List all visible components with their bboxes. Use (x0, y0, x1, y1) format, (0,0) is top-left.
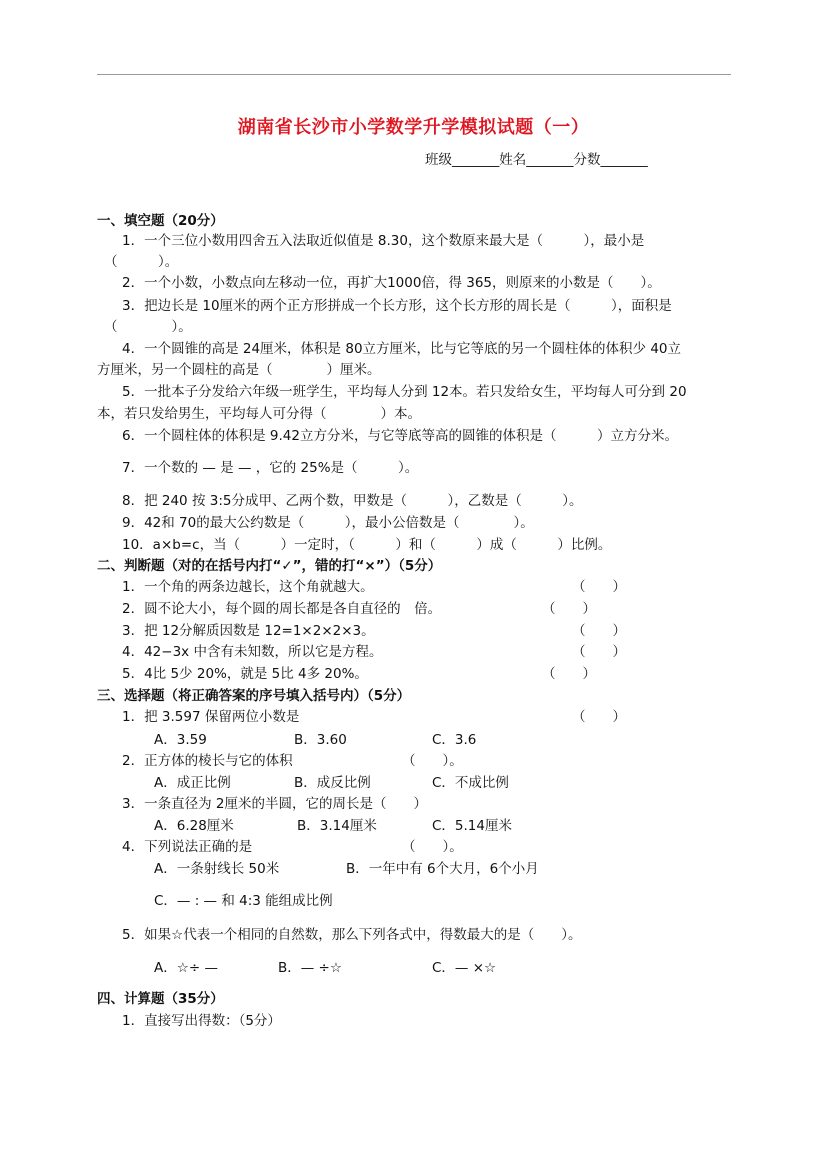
question-line: C．— ×☆ (432, 960, 497, 976)
question-line: 1．直接写出得数：（5分） (122, 1013, 281, 1029)
question-line: 6．一个圆柱体的体积是 9.42立方分米，与它等底等高的圆锥的体积是（ ）立方分米。 (122, 428, 678, 444)
question-line: 5．如果☆代表一个相同的自然数，那么下列各式中，得数最大的是（ ）。 (122, 927, 582, 943)
question-line: 10．a×b=c，当（ ）一定时，（ ）和（ ）成（ ）比例。 (122, 537, 612, 553)
question-line: （ ） (572, 709, 626, 725)
student-info-line: 班级_______姓名_______分数_______ (425, 152, 648, 168)
question-line: C．3.6 (432, 732, 477, 748)
question-line: A．3.59 (154, 732, 207, 748)
question-line: （ ）。 (104, 254, 179, 270)
question-line: （ ） (572, 644, 626, 660)
question-line: 3．把 12分解质因数是 12=1×2×2×3。 (122, 623, 375, 639)
question-line: 5．一批本子分发给六年级一班学生，平均每人分到 12本。若只发给女生，平均每人可分到 20 (122, 384, 687, 400)
question-line: 1．一个三位小数用四舍五入法取近似值是 8.30，这个数原来最大是（ ），最小是 (122, 233, 645, 249)
question-line: 2．圆不论大小，每个圆的周长都是各自直径的 倍。 (122, 601, 442, 617)
question-line: B．一年中有 6个大月，6个小月 (346, 861, 539, 877)
question-line: A．6.28厘米 (154, 818, 234, 834)
question-line: 7．一个数的 — 是 — ，它的 25%是（ ）。 (122, 460, 419, 476)
question-line: A．☆÷ — (154, 960, 218, 976)
question-line: 4．一个圆锥的高是 24厘米，体积是 80立方厘米，比与它等底的另一个圆柱体的体积少 40立 (122, 341, 681, 357)
question-line: 2．正方体的棱长与它的体积 (122, 753, 293, 769)
question-line: 3．把边长是 10厘米的两个正方形拼成一个长方形，这个长方形的周长是（ ），面积是 (122, 298, 672, 314)
question-line: （ ）。 (402, 839, 463, 855)
question-line: 4．下列说法正确的是 (122, 839, 253, 855)
question-line: 2．一个小数，小数点向左移动一位，再扩大1000倍，得 365，则原来的小数是（ ）。 (122, 275, 661, 291)
question-line: B．成反比例 (294, 775, 371, 791)
question-line: C．5.14厘米 (432, 818, 512, 834)
question-line: 本，若只发给男生，平均每人可分得（ ）本。 (97, 406, 421, 422)
question-line: （ ） (542, 601, 596, 617)
question-line: （ ）。 (402, 753, 463, 769)
section-heading: 一、填空题（20分） (97, 213, 224, 229)
question-line: B．3.60 (294, 732, 347, 748)
question-line: （ ） (572, 579, 626, 595)
question-line: 5．4比 5少 20%，就是 5比 4多 20%。 (122, 666, 368, 682)
question-line: 8．把 240 按 3:5分成甲、乙两个数，甲数是（ ），乙数是（ ）。 (122, 493, 583, 509)
question-line: C．— : — 和 4:3 能组成比例 (154, 893, 333, 909)
question-line: A．一条射线长 50米 (154, 861, 280, 877)
section-heading: 四、计算题（35分） (97, 991, 224, 1007)
question-line: A．成正比例 (154, 775, 231, 791)
question-line: （ ）。 (104, 319, 192, 335)
header-rule (97, 74, 731, 75)
question-line: B．— ÷☆ (278, 960, 342, 976)
question-line: 9．42和 70的最大公约数是（ ），最小公倍数是（ ）。 (122, 515, 534, 531)
question-line: B．3.14厘米 (297, 818, 377, 834)
question-line: 1．把 3.597 保留两位小数是 (122, 709, 300, 725)
question-line: 1．一个角的两条边越长，这个角就越大。 (122, 579, 374, 595)
question-line: 3．一条直径为 2厘米的半圆，它的周长是（ ） (122, 796, 427, 812)
section-heading: 三、选择题（将正确答案的序号填入括号内）（5分） (97, 688, 411, 704)
question-line: （ ） (542, 666, 596, 682)
page-title: 湖南省长沙市小学数学升学模拟试题（一） (237, 117, 590, 138)
question-line: （ ） (572, 623, 626, 639)
section-heading: 二、判断题（对的在括号内打“✓”，错的打“×”）（5分） (97, 558, 442, 574)
question-line: 方厘米，另一个圆柱的高是（ ）厘米。 (97, 362, 381, 378)
question-line: C．不成比例 (432, 775, 509, 791)
question-line: 4．42−3x 中含有未知数，所以它是方程。 (122, 644, 383, 660)
